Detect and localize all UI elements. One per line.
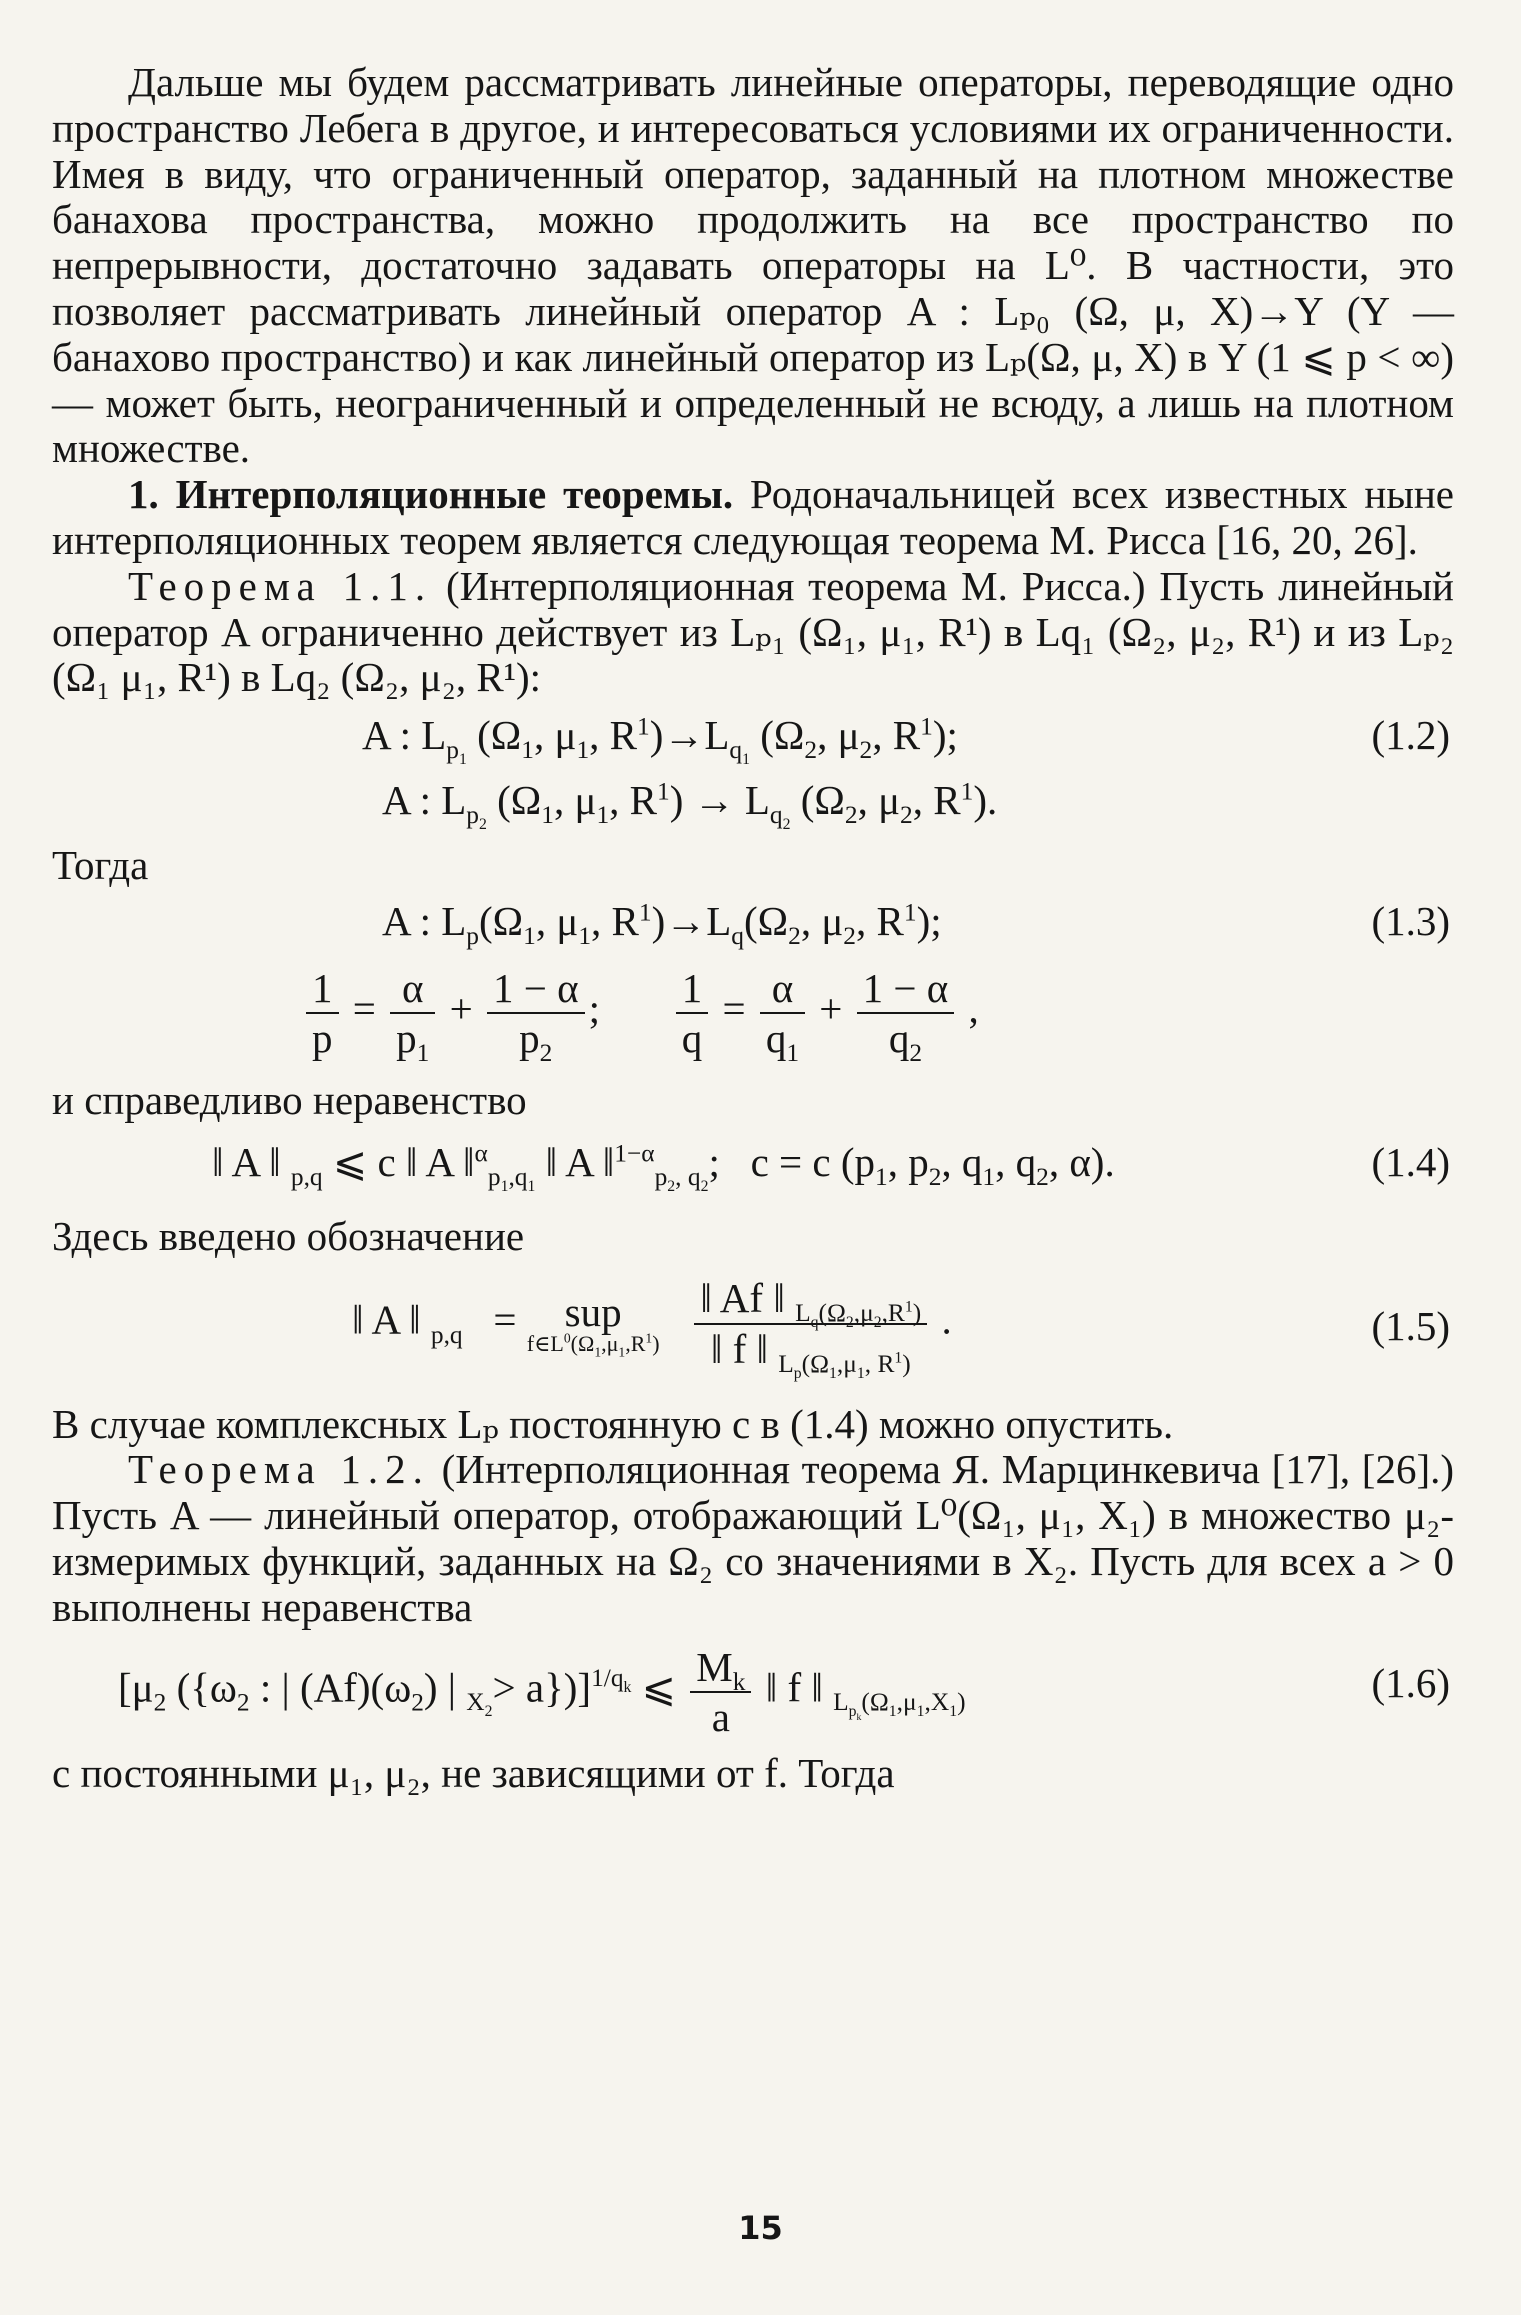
equation-1-2b xyxy=(52,772,1454,843)
equation-1-2 xyxy=(52,701,1454,772)
equation-1-4-number: (1.4) xyxy=(1371,1138,1450,1185)
notation-intro: Здесь введено обозначение xyxy=(52,1212,525,1259)
equation-1-4 xyxy=(52,1124,1454,1214)
theorem-1-2-label: Теорема 1.2. xyxy=(128,1446,430,1493)
equation-1-2-formula: A : $L_{p_1}$ ($\Omega_1$, $\mu_1$, $R^1)\to L_{q_1}$ ($\Omega_2$, $\mu_2$, $R^1$); xyxy=(362,712,958,769)
equation-1-6-formula: [$\mu_2$ ({$\omega_2$ : | $(Af)(\omega_2)$ | $_{X_2}$> a})]$^{1/q_k}$ ⩽ $\frac{M_k}{a}$ ‖ f ‖ $_{L_{p_k}(\Omega_1,\mu_1,X_1)}$ xyxy=(118,1643,966,1740)
equation-1-4-formula: ‖ A ‖ $_{p,q}$ ⩽ c ‖ A ‖$^\alpha_{p_1,q_1}$ ‖ A ‖$^{1-\alpha}_{p_2, q_2}$; c = c ($p_1$, $p_2$, $q_1$, $q_2$, α). xyxy=(212,1138,1115,1196)
equation-1-3-fractions xyxy=(52,960,1454,1078)
equation-1-5 xyxy=(52,1260,1454,1402)
page-number: 15 xyxy=(738,2209,783,2247)
theorem-1-1 xyxy=(52,564,1454,701)
section-text: Родоначальницей всех известных ныне интерполяционных теорем является следующая теорема М. Рисса [16, 20, 26]. xyxy=(52,471,1454,563)
theorem-1-2-text: (Интерполяционная теорема Я. Марцинкевича [17], [26].) Пусть A — линейный оператор, отображающий L⁰(Ω₁, μ₁, X₁) в множество μ₂-измеримых функций, заданных на Ω₂ со значениями в X₂. Пусть для всех a > 0 выполнены неравенства xyxy=(52,1446,1455,1630)
fraction-relations: $\frac{1}{p}$ = $\frac{\alpha}{p_1}$ + $\frac{1 - \alpha}{p_2}$ ; $\frac{1}{q}$ = $\frac{\alpha}{q_1}$ + $\frac{1 - \alpha}{q_2}$ , xyxy=(302,964,979,1062)
theorem-1-1-text: (Интерполяционная теорема М. Рисса.) Пусть линейный оператор A ограниченно действует из Lₚ₁ (Ω₁, μ₁, R¹) в Lq₁ (Ω₂, μ₂, R¹) и из Lₚ₂ (Ω₁ μ₁, R¹) в Lq₂ (Ω₂, μ₂, R¹): xyxy=(52,562,1454,701)
complex-case-line: В случае комплексных Lₚ постоянную c в (1.4) можно опустить. xyxy=(52,1400,1174,1447)
equation-1-6 xyxy=(52,1631,1454,1751)
equation-1-3 xyxy=(52,889,1454,960)
section-heading: 1. Интерполяционные теоремы. xyxy=(128,471,734,518)
section-paragraph xyxy=(52,472,1454,564)
equation-1-5-number: (1.5) xyxy=(1371,1302,1450,1349)
theorem-1-1-label: Теорема 1.1. xyxy=(128,562,433,609)
equation-1-2b-formula: A : $L_{p_2}$ ($\Omega_1$, $\mu_1$, $R^1) \to L_{q_2}$ ($\Omega_2$, $\mu_2$, $R^1$). xyxy=(382,777,998,834)
equation-1-3-formula: A : $L_p(\Omega_1$, $\mu_1$, $R^1)\to L_q(\Omega_2$, $\mu_2$, $R^1$); xyxy=(382,897,942,951)
page-body xyxy=(52,60,1454,1796)
equation-1-6-number: (1.6) xyxy=(1371,1659,1450,1706)
equation-1-2-number: (1.2) xyxy=(1371,712,1450,759)
equation-1-5-formula: ‖ A ‖ $_{p,q}$ = sup $f\in L^0(\Omega_1,\mu_1,R^1)$ $\frac{‖ Af ‖ _{L_q(\Omega_2,\mu_2,R^1)}}{‖ f ‖ _{L_p(\Omega_1,\mu_1, R^1)}}$ . xyxy=(352,1274,952,1383)
equation-1-3-number: (1.3) xyxy=(1371,897,1450,944)
inequality-intro: и справедливо неравенство xyxy=(52,1076,527,1123)
constants-line: с постоянными μ₁, μ₂, не зависящими от f. Тогда xyxy=(52,1749,895,1796)
then-line: Тогда xyxy=(52,842,149,889)
intro-paragraph: Дальше мы будем рассматривать линейные операторы, переводящие одно пространство Лебега в другое, и интересоваться условиями их ограниченности. Имея в виду, что ограниченный оператор, заданный на плотном множестве банахова пространства, можно продолжить на все пространство по непрерывности, достаточно задавать операторы на L⁰. В частности, это позволяет рассматривать линейный оператор A : Lₚ₀ (Ω, μ, X)→Y (Y — банахово пространство) и как линейный оператор из Lₚ(Ω, μ, X) в Y (1 ⩽ p < ∞) — может быть, неограниченный и определенный не всюду, а лишь на плотном множестве. xyxy=(52,59,1454,472)
theorem-1-2 xyxy=(52,1447,1454,1630)
